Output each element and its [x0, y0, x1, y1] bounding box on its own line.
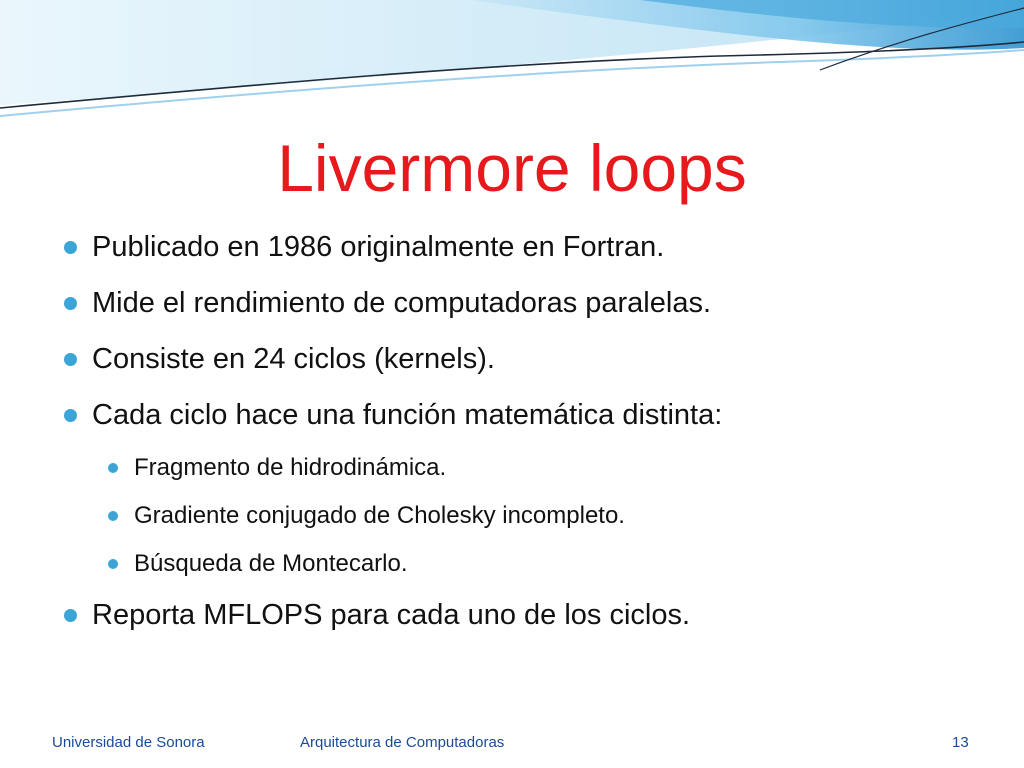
- bullet-dot-icon: [64, 609, 77, 622]
- sub-bullet-text: Búsqueda de Montecarlo.: [134, 550, 408, 577]
- bullet-dot-icon: [64, 353, 77, 366]
- bullet-dot-icon: [64, 297, 77, 310]
- bullet-item: [62, 590, 1002, 646]
- sub-bullet-dot-icon: [108, 511, 118, 521]
- sub-bullet-dot-icon: [108, 559, 118, 569]
- bullet-item: [62, 390, 1002, 446]
- bullet-list: [62, 222, 1002, 646]
- bullet-text: Mide el rendimiento de computadoras paralelas.: [92, 287, 712, 319]
- header-wave-decoration: [0, 0, 1024, 130]
- sub-bullet-dot-icon: [108, 463, 118, 473]
- footer-university: Universidad de Sonora: [52, 734, 205, 751]
- bullet-dot-icon: [64, 409, 77, 422]
- sub-bullet-text: Fragmento de hidrodinámica.: [134, 454, 447, 481]
- bullet-text: Consiste en 24 ciclos (kernels).: [92, 343, 495, 375]
- bullet-text: Publicado en 1986 originalmente en Fortran.: [92, 231, 665, 263]
- slide-title: Livermore loops: [277, 131, 747, 205]
- bullet-item: [62, 334, 1002, 390]
- bullet-dot-icon: [64, 241, 77, 254]
- footer-course: Arquitectura de Computadoras: [300, 734, 505, 751]
- footer-page-number: 13: [952, 734, 969, 751]
- bullet-item: [62, 278, 1002, 334]
- bullet-text: Reporta MFLOPS para cada uno de los ciclos.: [92, 599, 691, 631]
- bullet-item: [62, 222, 1002, 278]
- sub-bullet-text: Gradiente conjugado de Cholesky incompleto.: [134, 502, 625, 529]
- bullet-text: Cada ciclo hace una función matemática distinta:: [92, 399, 723, 431]
- sub-bullet-item: [62, 446, 1002, 494]
- sub-bullet-item: [62, 542, 1002, 590]
- sub-bullet-item: [62, 494, 1002, 542]
